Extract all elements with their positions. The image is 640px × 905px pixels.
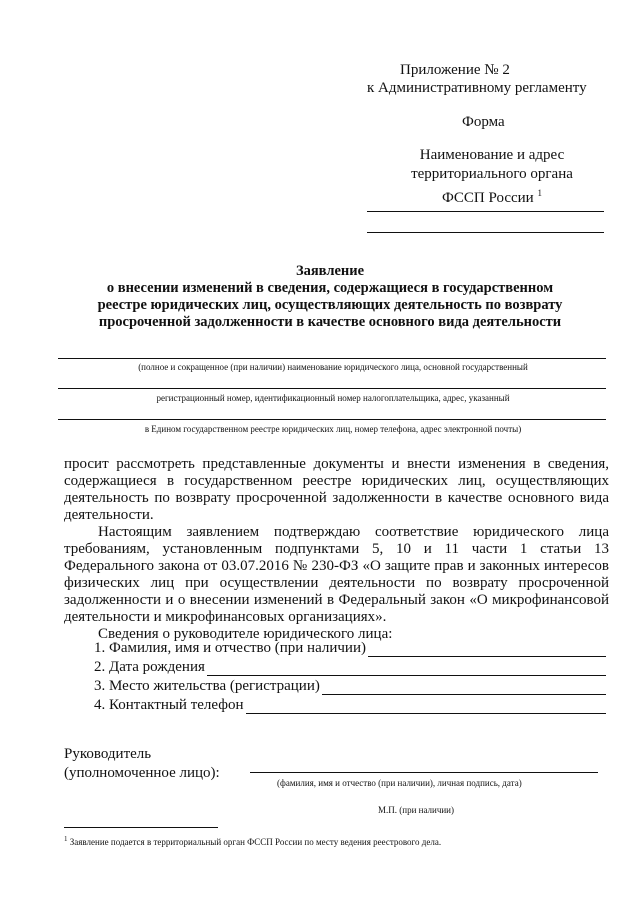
title-line-2: о внесении изменений в сведения, содержащиеся в государственном xyxy=(106,280,554,296)
document-title xyxy=(40,263,620,331)
applicant-line-3[interactable] xyxy=(58,419,606,420)
appendix-number: Приложение № 2 xyxy=(400,62,510,78)
field-residence[interactable] xyxy=(94,678,606,695)
applicant-line-2[interactable] xyxy=(58,388,606,389)
stamp-label: М.П. (при наличии) xyxy=(378,805,454,815)
paragraph-head-info: Сведения о руководителе юридического лица: xyxy=(98,626,393,642)
signature-line[interactable] xyxy=(250,772,598,773)
recipient-line-3: ФССП России $^1$ xyxy=(442,188,542,206)
field-birth-date[interactable] xyxy=(94,659,606,676)
appendix-reference: к Административному регламенту xyxy=(367,80,587,96)
form-label: Форма xyxy=(462,114,505,130)
title-line-4: просроченной задолженности в качестве основного вида деятельности xyxy=(98,314,562,330)
applicant-line-1[interactable] xyxy=(58,358,606,359)
title-line-3: реестре юридических лиц, осуществляющих деятельность по возврату xyxy=(97,297,563,313)
footnote xyxy=(64,835,441,847)
field-phone[interactable] xyxy=(94,697,606,714)
body-text xyxy=(64,456,609,643)
field-birth-date-line[interactable] xyxy=(207,663,606,676)
field-full-name-label: 1. Фамилия, имя и отчество (при наличии) xyxy=(94,640,366,656)
footnote-divider xyxy=(64,827,218,828)
field-phone-label: 4. Контактный телефон xyxy=(94,697,244,713)
footnote-mark: 1 xyxy=(537,188,542,198)
paragraph-confirmation: Настоящим заявлением подтверждаю соответствие юридического лица требованиям, установленным подпунктами 5, 10 и 11 части 1 статьи 13 Федерального закона от 03.07.2016 № 230-ФЗ «О защите прав и законных интересов физических лиц при осуществлении деятельности по возврату просроченной задолженности и о внесении изменений в Федеральный закон «О микрофинансовой деятельности и микрофинансовых организациях». xyxy=(64,524,609,625)
signature-label-1: Руководитель xyxy=(64,746,152,762)
signature-label-2: (уполномоченное лицо): xyxy=(64,765,220,781)
field-birth-date-label: 2. Дата рождения xyxy=(94,659,205,675)
applicant-caption-2: регистрационный номер, идентификационный номер налогоплательщика, адрес, указанный xyxy=(156,393,510,403)
field-full-name-line[interactable] xyxy=(368,644,606,657)
recipient-line-2: территориального органа xyxy=(411,166,573,182)
field-phone-line[interactable] xyxy=(246,701,607,714)
footnote-text: Заявление подается в территориальный орган ФССП России по месту ведения реестрового дела. xyxy=(69,837,442,847)
paragraph-request: просит рассмотреть представленные документы и внести изменения в сведения, содержащиеся в государственном реестре юридических лиц, осуществляющих деятельность по возврату просроченной задолженности в качестве основного вида деятельности. xyxy=(64,456,609,523)
field-residence-label: 3. Место жительства (регистрации) xyxy=(94,678,320,694)
recipient-line-field-1[interactable] xyxy=(367,211,604,212)
recipient-block xyxy=(390,146,594,208)
recipient-line-1: Наименование и адрес xyxy=(419,147,565,163)
applicant-caption-1: (полное и сокращенное (при наличии) наименование юридического лица, основной государственный xyxy=(138,362,528,372)
field-full-name[interactable] xyxy=(94,640,606,657)
applicant-caption-3: в Едином государственном реестре юридических лиц, номер телефона, адрес электронной почты) xyxy=(144,424,522,434)
footnote-number: 1 xyxy=(64,835,68,843)
signature-caption: (фамилия, имя и отчество (при наличии), личная подпись, дата) xyxy=(277,778,522,788)
field-residence-line[interactable] xyxy=(322,682,606,695)
title-line-1: Заявление xyxy=(295,263,365,279)
recipient-line-field-2[interactable] xyxy=(367,232,604,233)
